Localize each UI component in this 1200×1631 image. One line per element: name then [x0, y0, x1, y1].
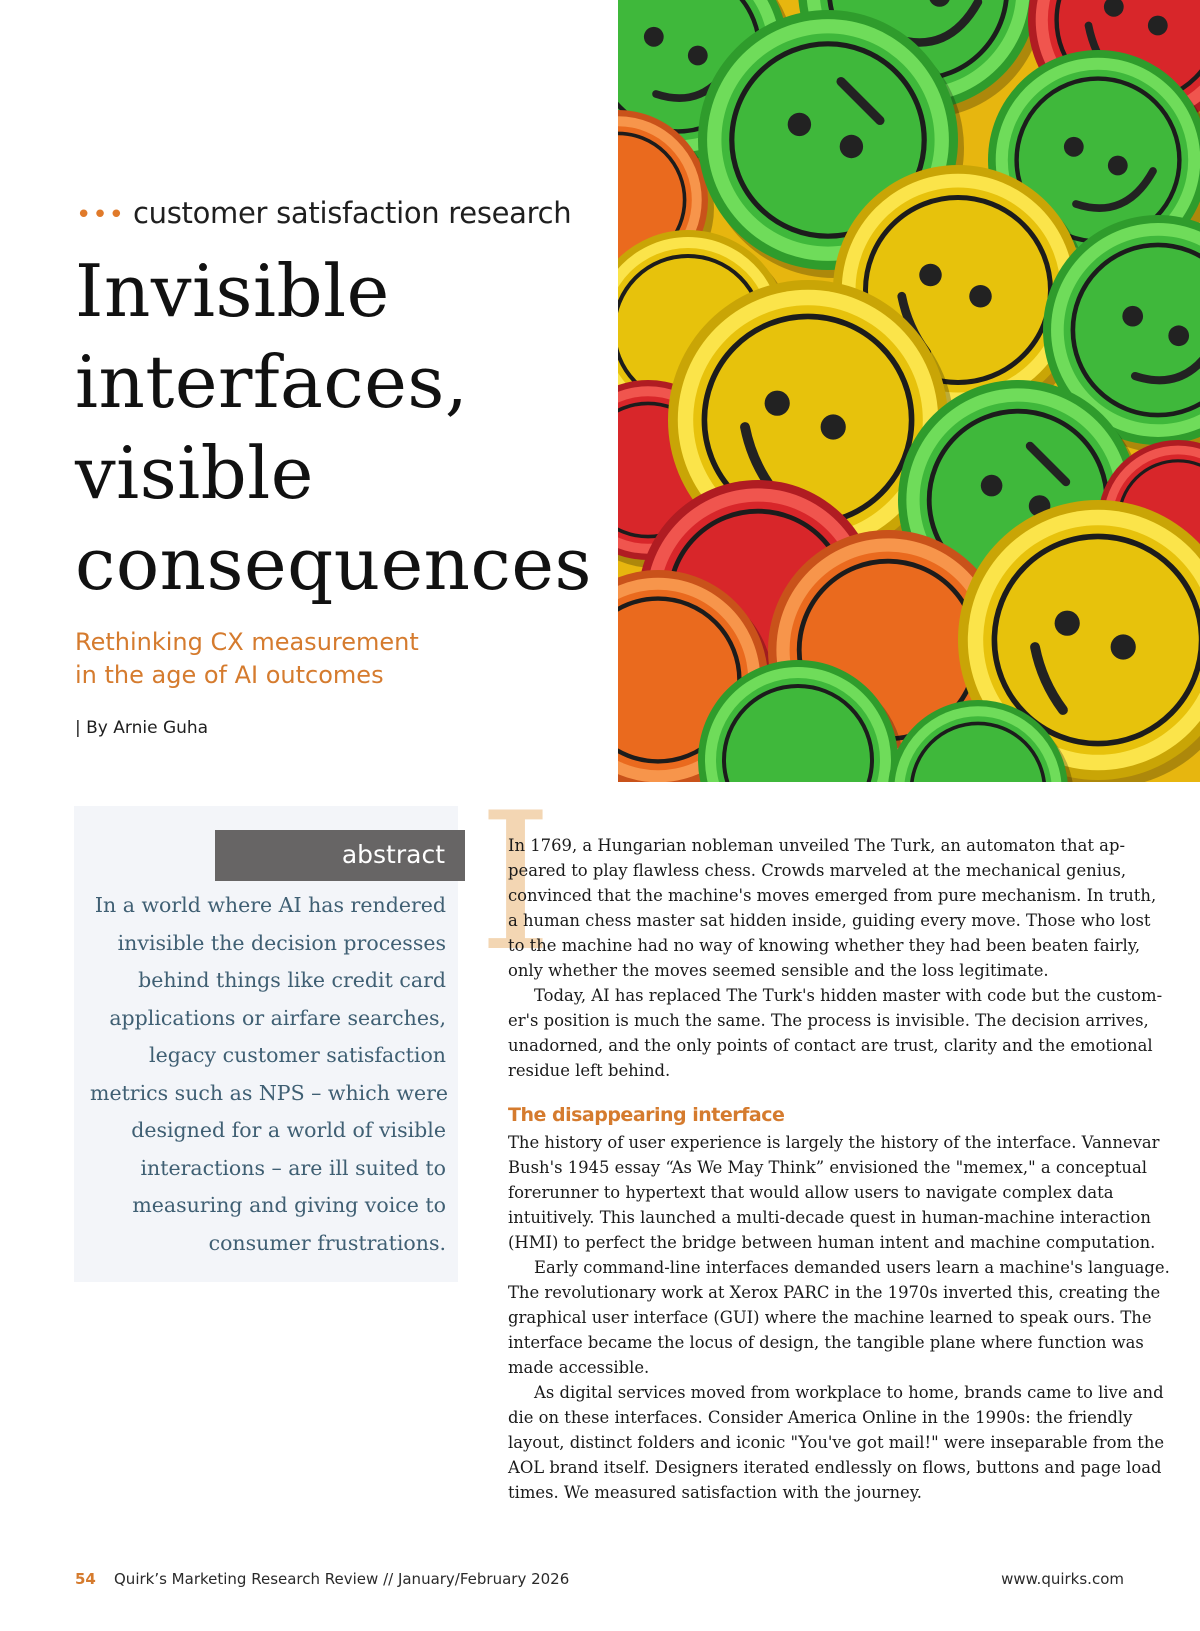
emoji-eye — [969, 285, 992, 308]
emoji-eye — [765, 391, 790, 416]
emoji-eye — [919, 264, 942, 287]
abstract-line: consumer frustrations. — [208, 1230, 446, 1255]
intro-paragraphs — [508, 833, 1163, 1083]
publication-name: Quirk’s Marketing Research Review // January/February 2026 — [114, 1570, 570, 1588]
body-line: Today, AI has replaced The Turk's hidden master with code but the custom- — [534, 986, 1163, 1005]
abstract-line: invisible the decision processes — [117, 930, 446, 955]
emoji-eye — [1148, 16, 1168, 36]
body-line: peared to play flawless chess. Crowds marveled at the mechanical genius, — [508, 861, 1127, 880]
body-line: Early command-line interfaces demanded users learn a machine's language. — [534, 1258, 1170, 1277]
body-line: unadorned, and the only points of contact are trust, clarity and the emotional — [508, 1036, 1153, 1055]
body-line: layout, distinct folders and iconic "You've got mail!" were inseparable from the — [508, 1433, 1165, 1452]
article-subtitle — [75, 626, 595, 692]
drop-cap: I — [478, 772, 554, 993]
body-line: In 1769, a Hungarian nobleman unveiled The Turk, an automaton that ap- — [508, 836, 1125, 855]
abstract-line: metrics such as NPS – which were — [90, 1080, 449, 1105]
abstract-line: In a world where AI has rendered — [94, 893, 446, 917]
emoji-eye — [644, 27, 664, 47]
emoji-eye — [981, 475, 1003, 497]
body-line: made accessible. — [508, 1358, 650, 1377]
body-line: er's position is much the same. The process is invisible. The decision arrives, — [508, 1011, 1149, 1030]
kicker-dots: ••• — [76, 200, 126, 230]
byline: | By Arnie Guha — [75, 718, 209, 738]
body-line: The history of user experience is largely the history of the interface. Vannevar — [508, 1133, 1160, 1152]
body-line: only whether the moves seemed sensible and the loss legitimate. — [508, 961, 1049, 980]
title-line: visible — [75, 431, 314, 515]
subtitle-line: in the age of AI outcomes — [75, 661, 384, 689]
abstract-line: interactions – are ill suited to — [140, 1155, 446, 1180]
website-link[interactable]: www.quirks.com — [1001, 1570, 1124, 1588]
body-line: The revolutionary work at Xerox PARC in the 1970s inverted this, creating the — [508, 1283, 1161, 1302]
body-line: times. We measured satisfaction with the journey. — [508, 1483, 923, 1502]
body-line: to the machine had no way of knowing whether they had been beaten fairly, — [508, 936, 1141, 955]
abstract-text — [90, 887, 449, 1262]
title-line: Invisible — [75, 249, 390, 333]
emoji-eye — [840, 135, 863, 158]
body-line: graphical user interface (GUI) where the machine learned to speak ours. The — [508, 1308, 1152, 1327]
abstract-line: behind things like credit card — [138, 968, 446, 992]
body-line: a human chess master sat hidden inside, guiding every move. Those who lost — [508, 911, 1151, 930]
body-line: residue left behind. — [508, 1061, 671, 1080]
emoji-eye — [1064, 137, 1084, 157]
abstract-line: legacy customer satisfaction — [149, 1043, 446, 1067]
hero-emoji-buttons-image — [618, 0, 1200, 782]
section-heading: The disappearing interface — [508, 1104, 785, 1126]
title-line: interfaces, — [75, 340, 469, 424]
emoji-eye — [821, 414, 846, 439]
title-line: consequences — [75, 522, 592, 606]
emoji-eye — [1168, 325, 1189, 346]
abstract-label: abstract — [215, 830, 465, 881]
emoji-eye — [788, 113, 811, 136]
section-paragraphs — [508, 1130, 1170, 1505]
subtitle-line: Rethinking CX measurement — [75, 628, 419, 656]
body-line: (HMI) to perfect the bridge between human intent and machine computation. — [508, 1233, 1156, 1252]
article-title — [75, 246, 615, 610]
abstract-line: applications or airfare searches, — [109, 1005, 446, 1030]
emoji-eye — [1111, 634, 1136, 659]
abstract-line: measuring and giving voice to — [132, 1193, 446, 1217]
body-line: die on these interfaces. Consider America Online in the 1990s: the friendly — [508, 1408, 1133, 1427]
body-line: AOL brand itself. Designers iterated endlessly on flows, buttons and page load — [508, 1458, 1162, 1477]
body-line: intuitively. This launched a multi-decade quest in human-machine interaction — [508, 1208, 1151, 1227]
body-line: Bush's 1945 essay “As We May Think” envisioned the "memex," a conceptual — [508, 1158, 1147, 1177]
body-line: interface became the locus of design, the tangible plane where function was — [508, 1333, 1144, 1352]
body-line: forerunner to hypertext that would allow users to navigate complex data — [508, 1183, 1114, 1202]
kicker-label: customer satisfaction research — [133, 196, 572, 230]
body-line: As digital services moved from workplace to home, brands came to live and — [534, 1383, 1164, 1402]
emoji-eye — [1122, 306, 1143, 327]
section-kicker — [76, 196, 571, 230]
page-number: 54 — [75, 1570, 96, 1588]
emoji-eye — [1108, 156, 1128, 176]
emoji-eye — [688, 46, 708, 66]
body-line: convinced that the machine's moves emerged from pure mechanism. In truth, — [508, 886, 1157, 905]
abstract-line: designed for a world of visible — [131, 1118, 446, 1142]
emoji-eye — [1055, 611, 1080, 636]
